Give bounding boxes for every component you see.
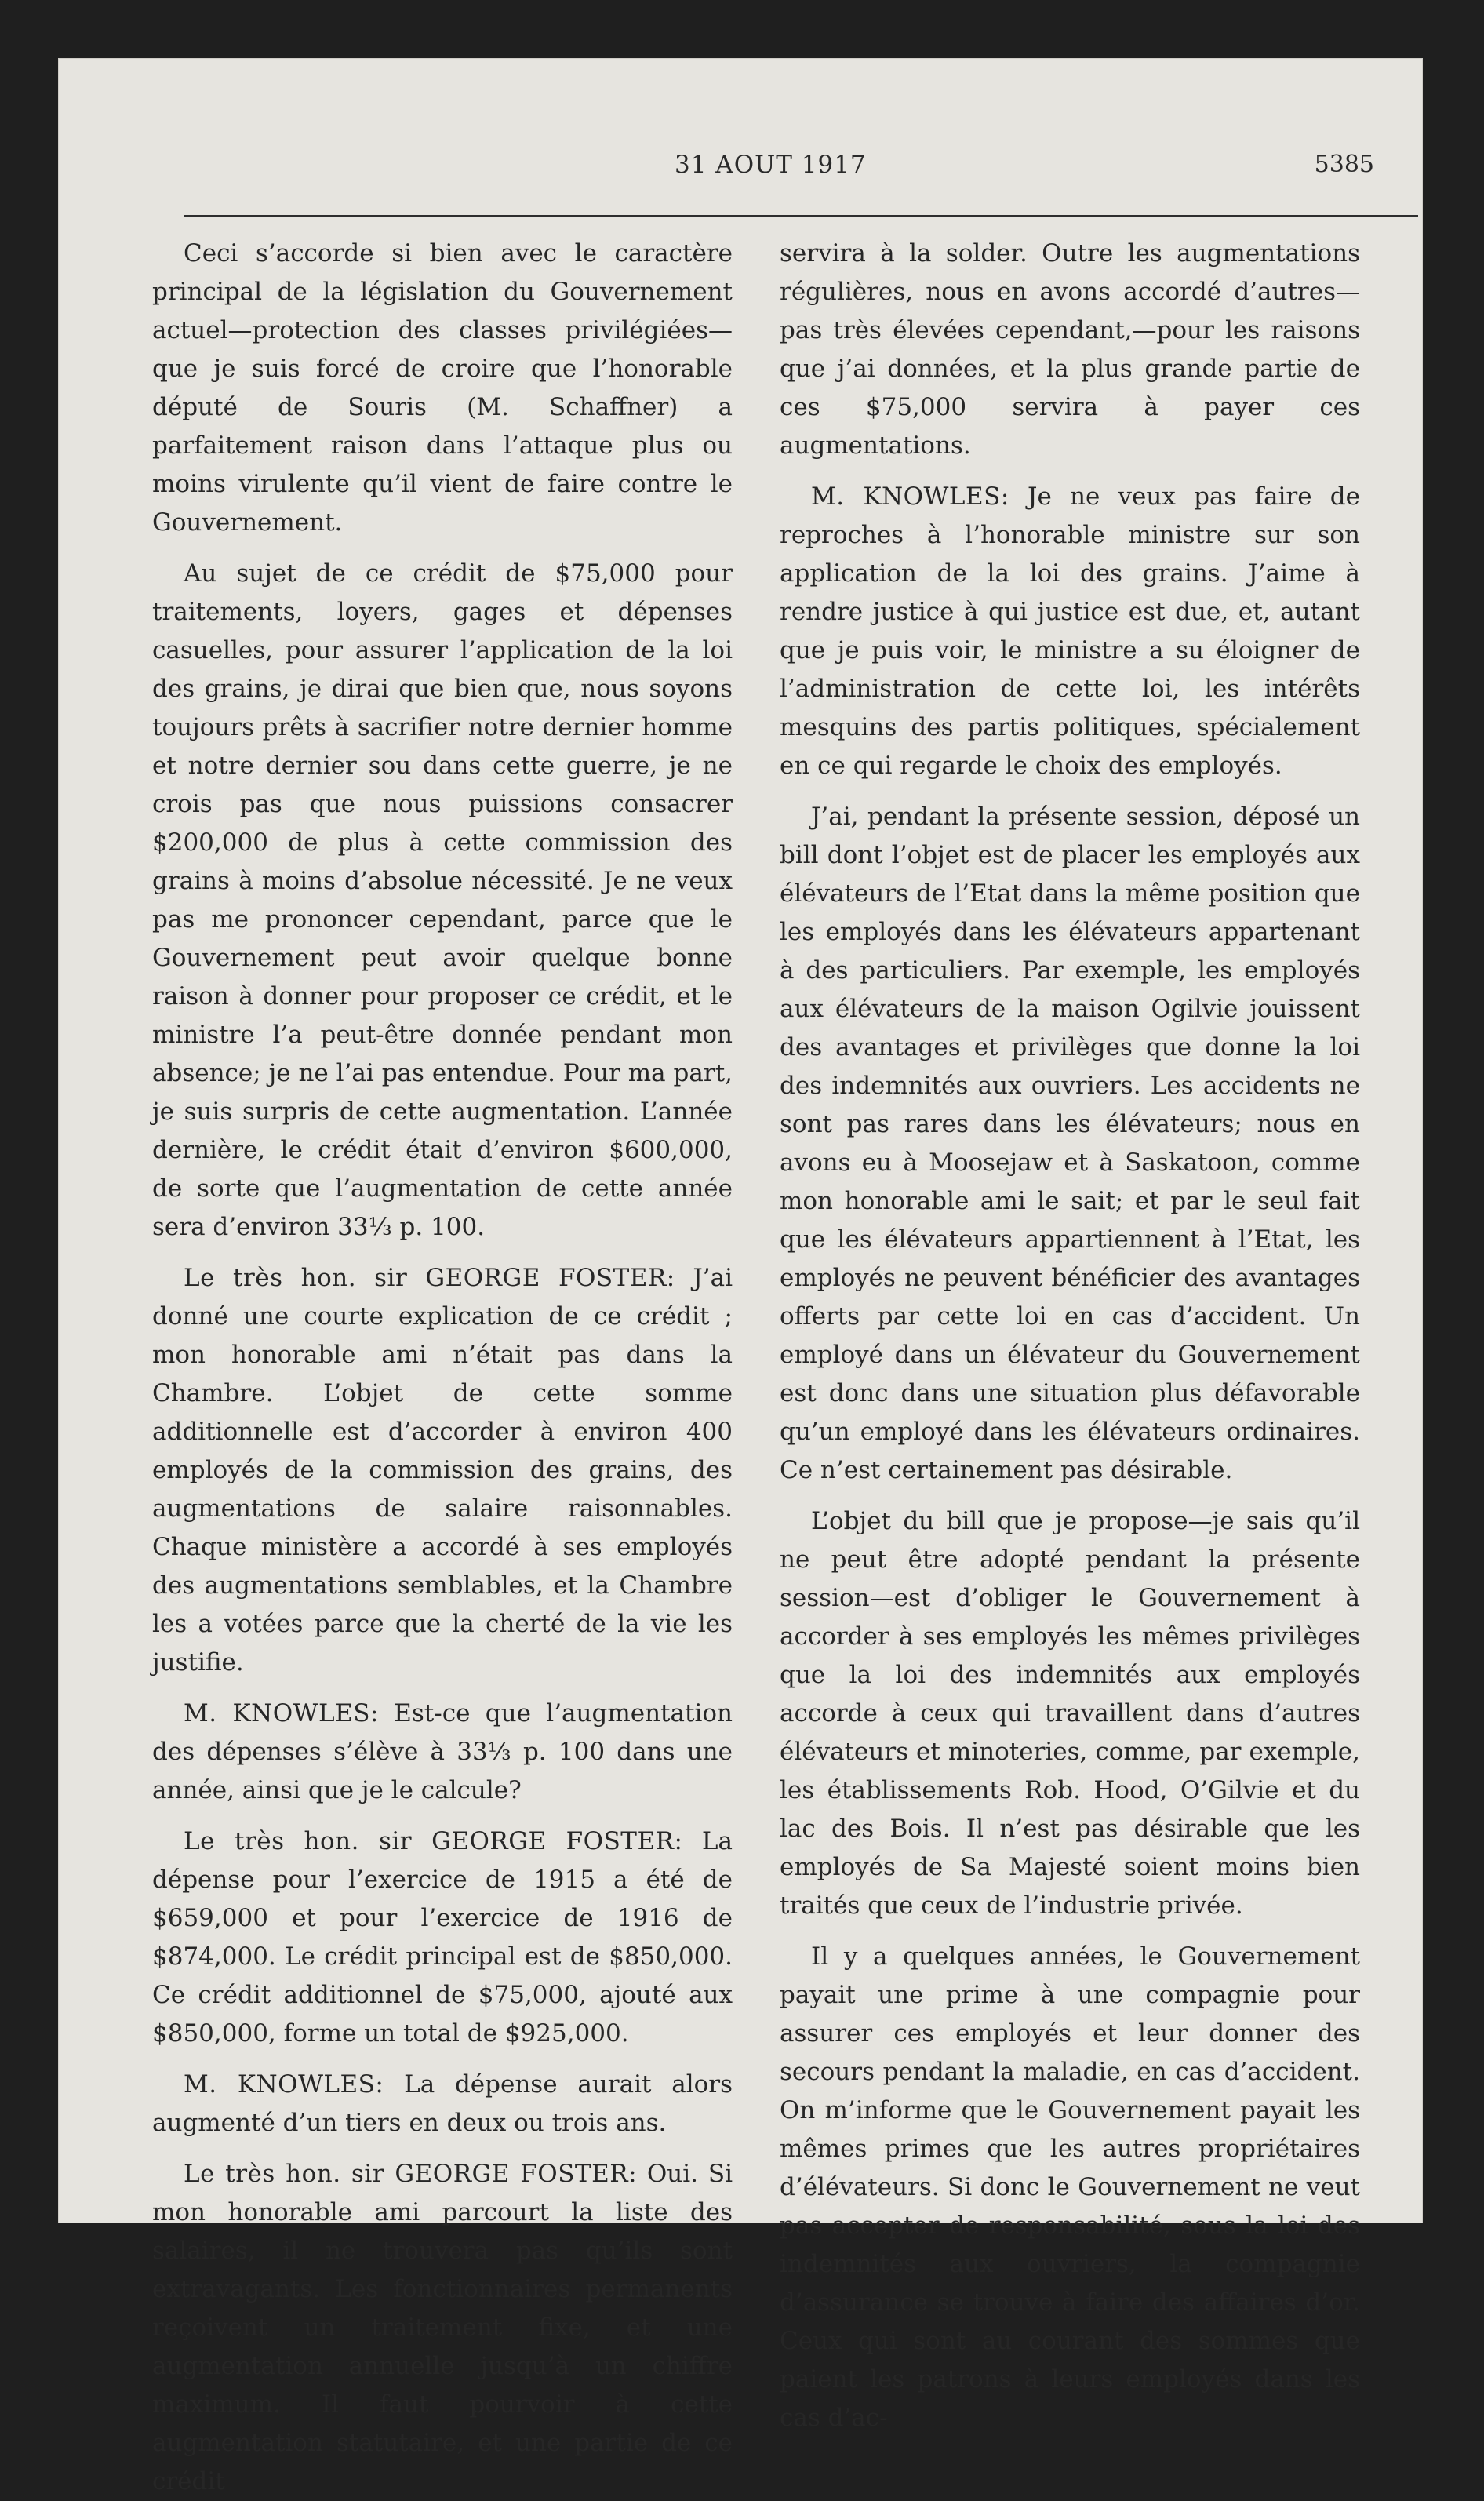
paragraph-text: Je ne veux pas faire de reproches à l’honorable ministre sur son application de la loi des grains. J’aime à rendre justice à qui justice est due, et, autant que je puis voir, le ministre a su éloigner de l’administration de cette loi, les intérêts mesquins des partis politiques, spécialement en ce qui regarde le choix des employés.	[780, 482, 1360, 780]
scanned-page	[58, 58, 1423, 2496]
paragraph	[152, 1259, 733, 1682]
speaker-name: Le très hon. sir GEORGE FOSTER:	[184, 1264, 675, 1292]
speaker-name: M. KNOWLES:	[184, 2070, 384, 2099]
left-column	[152, 235, 733, 2501]
page-number: 5385	[1314, 151, 1374, 178]
paragraph-text: J’ai, pendant la présente session, déposé un bill dont l’objet est de placer les employés aux élévateurs de l’Etat dans la même position que les employés dans les élévateurs appartenant à des particuliers. Par exemple, les employés aux élévateurs de la maison Ogilvie jouissent des avantages et privilèges que donne la loi des indemnités aux ouvriers. Les accidents ne sont pas rares dans les élévateurs; nous en avons eu à Moosejaw et à Saskatoon, comme mon honorable ami le sait; et par le seul fait que les élévateurs appartiennent à l’Etat, les employés ne peuvent bénéficier des avantages offerts par cette loi en cas d’accident. Un employé dans un élévateur du Gouvernement est donc dans une situation plus défavorable qu’un employé dans les élévateurs ordinaires. Ce n’est certainement pas désirable.	[780, 803, 1360, 1484]
paragraph	[152, 2066, 733, 2142]
paragraph	[780, 478, 1360, 785]
paragraph-text: Ceci s’accorde si bien avec le caractère principal de la législation du Gouvernement actuel—protection des classes privilégiées—que je suis forcé de croire que l’honorable député de Souris (M. Schaffner) a parfaitement raison dans l’attaque plus ou moins virulente qu’il vient de faire contre le Gouvernement.	[152, 239, 733, 537]
paragraph-text: Est-ce que l’augmentation des dépenses s’élève à 33⅓ p. 100 dans une année, ainsi que je le calcule?	[152, 1699, 733, 1804]
paragraph	[780, 798, 1360, 1490]
paragraph	[780, 235, 1360, 465]
paragraph	[152, 1822, 733, 2053]
paragraph-text: La dépense pour l’exercice de 1915 a été de $659,000 et pour l’exercice de 1916 de $874,000. Le crédit principal est de $850,000. Ce crédit additionnel de $75,000, ajouté aux $850,000, forme un total de $925,000.	[152, 1827, 733, 2048]
paragraph-text: Il y a quelques années, le Gouvernement payait une prime à une compagnie pour assurer ces employés et leur donner des secours pendant la maladie, en cas d’accident. On m’informe que le Gouvernement payait les mêmes primes que les autres propriétaires d’élévateurs. Si donc le Gouvernement ne veut pas accepter de responsabilité, sous la loi des indemnités aux ouvriers, la compagnie d’assurance se trouve à faire des affaires d’or. Ceux qui sont au courant des sommes que paient les patrons à leurs employés dans les cas d’ac-	[780, 1942, 1360, 2432]
paragraph-text: servira à la solder. Outre les augmentations régulières, nous en avons accordé d’autres—pas très élevées cependant,—pour les raisons que j’ai données, et la plus grande partie de ces $75,000 servira à payer ces augmentations.	[780, 239, 1360, 460]
paragraph-text: J’ai donné une courte explication de ce crédit ; mon honorable ami n’était pas dans la Chambre. L’objet de cette somme additionnelle est d’accorder à environ 400 employés de la commission des grains, des augmentations de salaire raisonnables. Chaque ministère a accordé à ses employés des augmentations semblables, et la Chambre les a votées parce que la cherté de la vie les justifie.	[152, 1264, 733, 1676]
speaker-name: Le très hon. sir GEORGE FOSTER:	[184, 1827, 683, 1855]
paragraph-text: L’objet du bill que je propose—je sais qu’il ne peut être adopté pendant la présente session—est d’obliger le Gouvernement à accorder à ses employés les mêmes privilèges que la loi des indemnités aux employés accorde à ceux qui travaillent dans d’autres élévateurs et minoteries, comme, par exemple, les établissements Rob. Hood, O’Gilvie et du lac des Bois. Il n’est pas désirable que les employés de Sa Majesté soient moins bien traités que ceux de l’industrie privée.	[780, 1507, 1360, 1920]
paragraph-text: La dépense aurait alors augmenté d’un tiers en deux ou trois ans.	[152, 2070, 733, 2137]
paragraph	[152, 235, 733, 542]
paragraph	[780, 1502, 1360, 1925]
paragraph	[152, 2155, 733, 2501]
paragraph-text: Au sujet de ce crédit de $75,000 pour traitements, loyers, gages et dépenses casuelles, pour assurer l’application de la loi des grains, je dirai que bien que, nous soyons toujours prêts à sacrifier notre dernier homme et notre dernier sou dans cette guerre, je ne crois pas que nous puissions consacrer $200,000 de plus à cette commission des grains à moins d’absolue nécessité. Je ne veux pas me prononcer cependant, parce que le Gouvernement peut avoir quelque bonne raison à donner pour proposer ce crédit, et le ministre l’a peut-être donnée pendant mon absence; je ne l’ai pas entendue. Pour ma part, je suis surpris de cette augmentation. L’année dernière, le crédit était d’environ $600,000, de sorte que l’augmentation de cette année sera d’environ 33⅓ p. 100.	[152, 559, 733, 1241]
page-header	[58, 151, 1423, 198]
paragraph	[152, 1695, 733, 1810]
right-column	[780, 235, 1360, 2437]
header-date: 31 AOUT 1917	[675, 151, 867, 179]
paragraph	[152, 555, 733, 1247]
speaker-name: M. KNOWLES:	[184, 1699, 379, 1727]
paragraph-text: Oui. Si mon honorable ami parcourt la liste des salaires, il ne trouvera pas qu’ils sont extravagants. Les fonctionnaires permanents reçoivent un traitement fixe, et une augmentation annuelle jusqu’à un chiffre maximum. Il faut pourvoir à cette augmentation statutaire, et une partie de ce crédit	[152, 2160, 733, 2496]
paragraph	[780, 1938, 1360, 2437]
speaker-name: M. KNOWLES:	[811, 482, 1009, 511]
header-rule	[184, 215, 1418, 217]
speaker-name: Le très hon. sir GEORGE FOSTER:	[184, 2160, 638, 2188]
